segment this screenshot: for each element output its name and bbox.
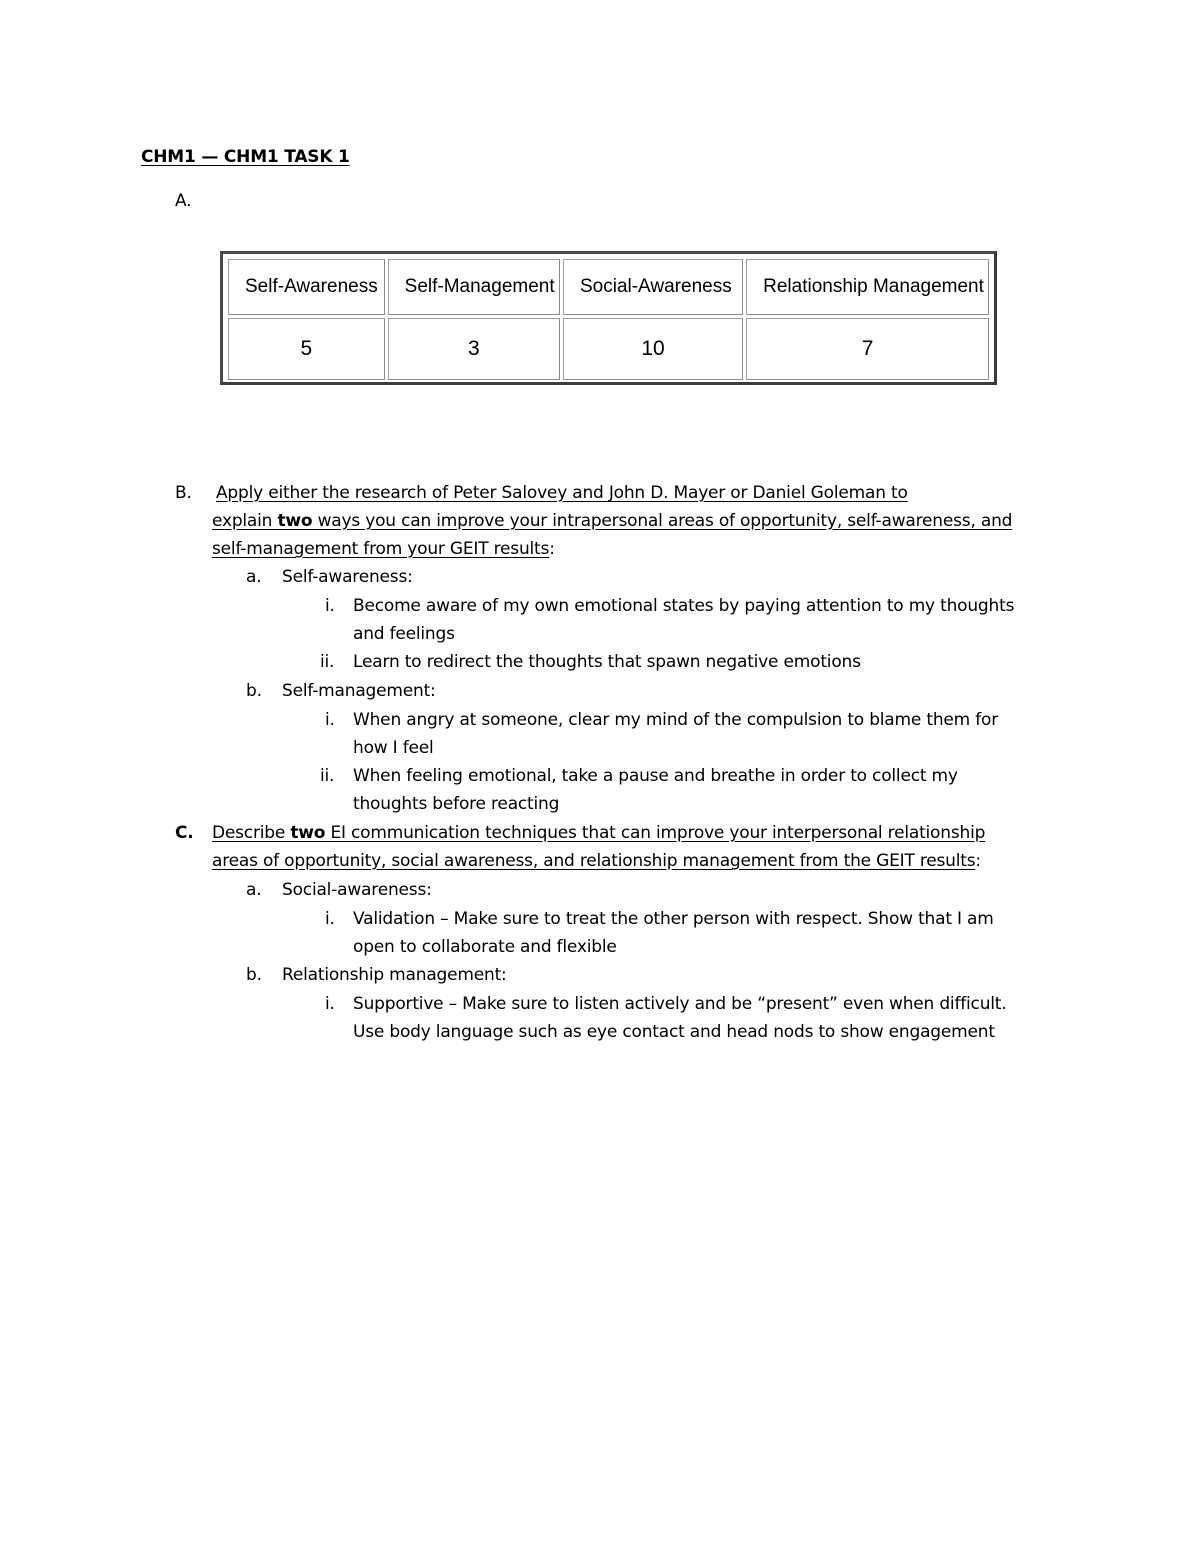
list-item: Learn to redirect the thoughts that spawn negative emotions [353,652,861,672]
section-c-prompt-line-2: areas of opportunity, social awareness, and relationship management from the GEIT results: [212,851,981,871]
list-item-title: Self-management: [282,681,436,701]
list-marker: ii. [320,766,335,786]
section-c-prompt-line-1: Describe two EI communication techniques that can improve your interpersonal relationship [212,823,986,843]
table-cell: 3 [388,318,560,380]
list-item-title: Social-awareness: [282,880,432,900]
list-marker: i. [325,596,335,616]
section-b-prompt-line-3: self-management from your GEIT results: [212,539,555,559]
list-item: When feeling emotional, take a pause and breathe in order to collect my [353,766,958,786]
list-item-continuation: and feelings [353,624,455,644]
list-marker: i. [325,710,335,730]
list-item-continuation: how I feel [353,738,434,758]
list-item-title: Relationship management: [282,965,507,985]
list-marker: a. [246,880,262,900]
list-item: Become aware of my own emotional states by paying attention to my thoughts [353,596,1015,616]
list-item-title: Self-awareness: [282,567,413,587]
list-marker: ii. [320,652,335,672]
list-marker: b. [246,681,262,701]
list-item-continuation: Use body language such as eye contact and head nods to show engagement [353,1022,995,1042]
table-cell: 10 [563,318,743,380]
section-b-prompt-line-2: explain two ways you can improve your intrapersonal areas of opportunity, self-awareness, and [212,511,1013,531]
page-title: CHM1 — CHM1 TASK 1 [141,147,350,167]
geit-score-table [220,251,997,385]
list-item: Supportive – Make sure to listen actively and be “present” even when difficult. [353,994,1007,1014]
list-marker: i. [325,909,335,929]
table-header-cell: Self-Management [388,259,560,315]
list-item: Validation – Make sure to treat the other person with respect. Show that I am [353,909,994,929]
section-b-label: B. [175,483,192,503]
list-item: When angry at someone, clear my mind of the compulsion to blame them for [353,710,998,730]
list-item-continuation: thoughts before reacting [353,794,560,814]
list-marker: b. [246,965,262,985]
section-c-label: C. [175,823,194,843]
section-b-prompt-line-1: Apply either the research of Peter Salovey and John D. Mayer or Daniel Goleman to [216,483,908,503]
table-header-row [228,259,989,315]
table-cell: 5 [228,318,385,380]
table-row [228,318,989,380]
table-cell: 7 [746,318,989,380]
list-marker: i. [325,994,335,1014]
list-marker: a. [246,567,262,587]
table-header-cell: Social-Awareness [563,259,743,315]
table-header-cell: Self-Awareness [228,259,385,315]
table-header-cell: Relationship Management [746,259,989,315]
list-item-continuation: open to collaborate and flexible [353,937,617,957]
section-a-label: A. [175,191,192,211]
